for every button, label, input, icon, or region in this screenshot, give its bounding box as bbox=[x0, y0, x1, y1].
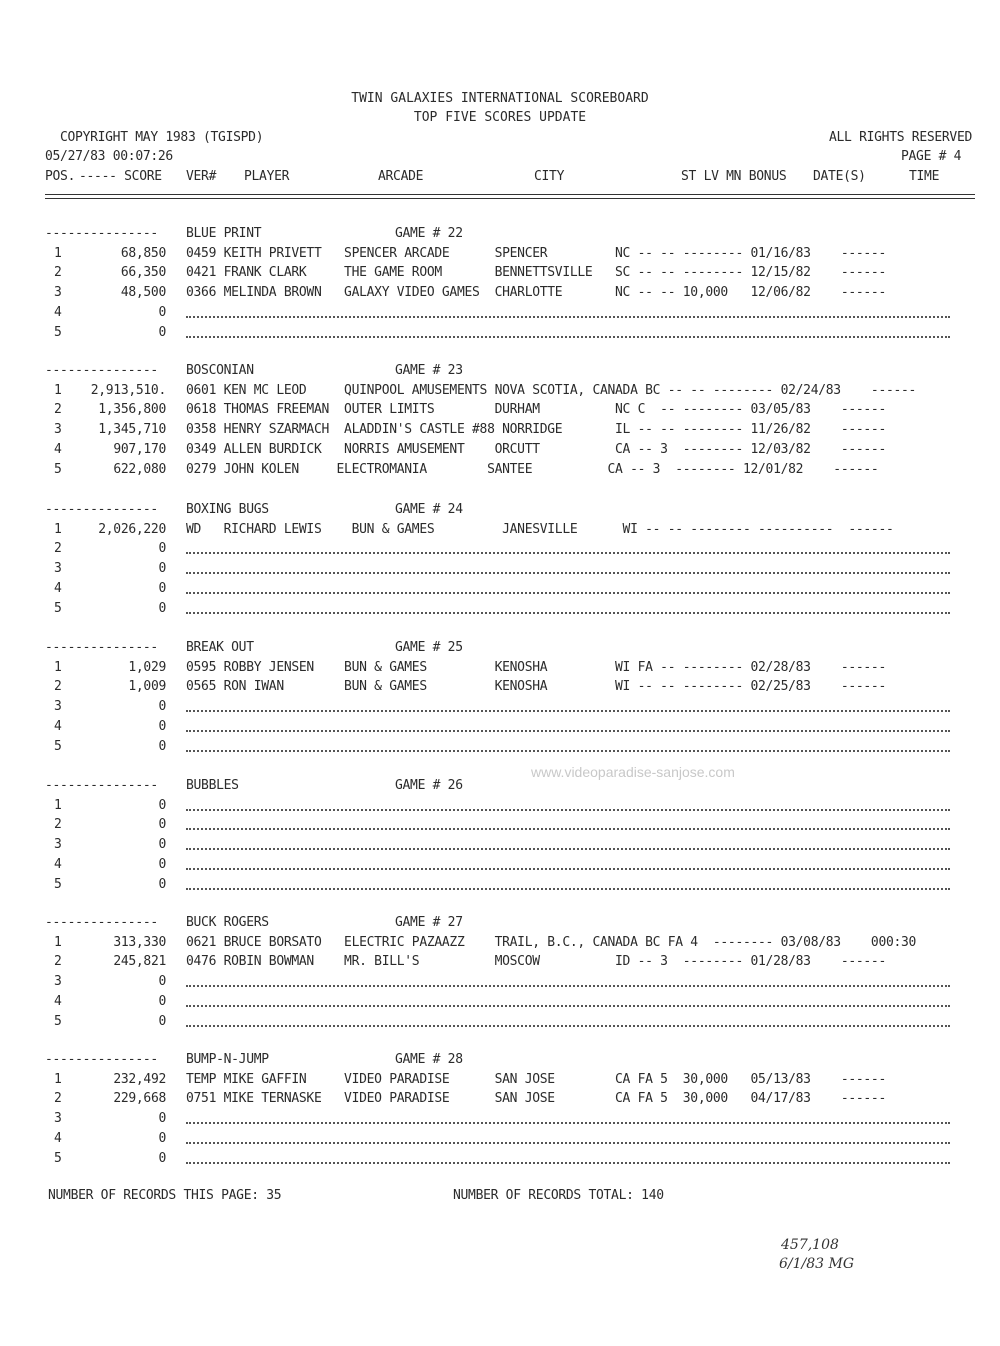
row-position: 3 bbox=[54, 422, 62, 438]
row-score: 66,350 bbox=[120, 265, 166, 281]
row-details: WD RICHARD LEWIS BUN & GAMES JANESVILLE WI -- -- -------- ---------- ------ bbox=[186, 521, 894, 537]
row-details: 0595 ROBBY JENSEN BUN & GAMES KENOSHA WI FA -- -------- 02/28/83 ------ bbox=[186, 659, 886, 675]
row-position: 4 bbox=[54, 856, 62, 872]
row-details: 0366 MELINDA BROWN GALAXY VIDEO GAMES CHARLOTTE NC -- -- 10,000 12/06/82 ------ bbox=[186, 285, 886, 301]
row-position: 5 bbox=[54, 738, 62, 754]
header-divider bbox=[45, 194, 975, 199]
row-position: 4 bbox=[54, 993, 62, 1009]
game-separator: --------------- bbox=[45, 915, 158, 930]
row-position: 5 bbox=[54, 600, 62, 616]
game-name: BOXING BUGS bbox=[186, 502, 269, 517]
row-position: 5 bbox=[54, 876, 62, 892]
row-position: 3 bbox=[54, 699, 62, 715]
empty-row-dots bbox=[186, 708, 950, 712]
row-score: 232,492 bbox=[113, 1071, 166, 1087]
rights-line: ALL RIGHTS RESERVED bbox=[829, 130, 973, 145]
handwritten-note-2: 6/1/83 MG bbox=[779, 1256, 855, 1272]
row-position: 1 bbox=[54, 245, 62, 261]
game-separator: --------------- bbox=[45, 502, 158, 517]
game-separator: --------------- bbox=[45, 363, 158, 378]
row-score: 2,913,510. bbox=[90, 382, 166, 398]
game-number: GAME # 26 bbox=[395, 778, 463, 793]
row-position: 4 bbox=[54, 580, 62, 596]
row-position: 2 bbox=[54, 402, 62, 418]
row-score: 1,029 bbox=[128, 659, 166, 675]
col-dates: DATE(S) bbox=[813, 169, 866, 184]
row-details: 0601 KEN MC LEOD QUINPOOL AMUSEMENTS NOVA SCOTIA, CANADA BC -- -- -------- 02/24/83 ------ bbox=[186, 382, 917, 398]
game-number: GAME # 27 bbox=[395, 915, 463, 930]
row-position: 1 bbox=[54, 797, 62, 813]
row-position: 5 bbox=[54, 324, 62, 340]
empty-row-dots bbox=[186, 748, 950, 752]
empty-row-dots bbox=[186, 1023, 950, 1027]
page-subtitle: TOP FIVE SCORES UPDATE bbox=[413, 110, 587, 125]
row-score: 0 bbox=[158, 876, 166, 892]
row-position: 4 bbox=[54, 304, 62, 320]
col-city: CITY bbox=[534, 169, 565, 184]
row-position: 4 bbox=[54, 1130, 62, 1146]
row-details: 0618 THOMAS FREEMAN OUTER LIMITS DURHAM NC C -- -------- 03/05/83 ------ bbox=[186, 402, 886, 418]
row-score: 0 bbox=[158, 797, 166, 813]
row-details: 0565 RON IWAN BUN & GAMES KENOSHA WI -- -- -------- 02/25/83 ------ bbox=[186, 679, 886, 695]
empty-row-dots bbox=[186, 1003, 950, 1007]
game-name: BUBBLES bbox=[186, 778, 239, 793]
empty-row-dots bbox=[186, 570, 950, 574]
row-score: 0 bbox=[158, 993, 166, 1009]
row-position: 4 bbox=[54, 441, 62, 457]
row-position: 3 bbox=[54, 837, 62, 853]
col-score: ----- SCORE bbox=[79, 169, 162, 184]
row-position: 1 bbox=[54, 934, 62, 950]
row-score: 68,850 bbox=[120, 245, 166, 261]
empty-row-dots bbox=[186, 1160, 950, 1164]
row-score: 622,080 bbox=[113, 461, 166, 477]
row-details: 0421 FRANK CLARK THE GAME ROOM BENNETTSVILLE SC -- -- -------- 12/15/82 ------ bbox=[186, 265, 886, 281]
empty-row-dots bbox=[186, 846, 950, 850]
page-title: TWIN GALAXIES INTERNATIONAL SCOREBOARD bbox=[351, 91, 649, 106]
row-score: 0 bbox=[158, 974, 166, 990]
row-score: 245,821 bbox=[113, 954, 166, 970]
row-details: 0751 MIKE TERNASKE VIDEO PARADISE SAN JOSE CA FA 5 30,000 04/17/83 ------ bbox=[186, 1091, 886, 1107]
watermark: www.videoparadise-sanjose.com bbox=[531, 764, 735, 780]
game-separator: --------------- bbox=[45, 778, 158, 793]
game-separator: --------------- bbox=[45, 226, 158, 241]
report-timestamp: 05/27/83 00:07:26 bbox=[45, 149, 173, 164]
col-arcade: ARCADE bbox=[378, 169, 424, 184]
row-score: 0 bbox=[158, 600, 166, 616]
row-score: 0 bbox=[158, 817, 166, 833]
col-ver: VER# bbox=[186, 169, 217, 184]
empty-row-dots bbox=[186, 983, 950, 987]
empty-row-dots bbox=[186, 590, 950, 594]
row-score: 48,500 bbox=[120, 285, 166, 301]
empty-row-dots bbox=[186, 807, 950, 811]
row-score: 0 bbox=[158, 1111, 166, 1127]
empty-row-dots bbox=[186, 826, 950, 830]
empty-row-dots bbox=[186, 1120, 950, 1124]
row-position: 1 bbox=[54, 1071, 62, 1087]
row-position: 2 bbox=[54, 679, 62, 695]
row-position: 3 bbox=[54, 285, 62, 301]
records-this-page: NUMBER OF RECORDS THIS PAGE: 35 bbox=[48, 1188, 282, 1203]
empty-row-dots bbox=[186, 866, 950, 870]
records-total: NUMBER OF RECORDS TOTAL: 140 bbox=[453, 1188, 664, 1203]
row-position: 1 bbox=[54, 382, 62, 398]
game-name: BOSCONIAN bbox=[186, 363, 254, 378]
row-position: 1 bbox=[54, 659, 62, 675]
row-score: 0 bbox=[158, 541, 166, 557]
game-number: GAME # 22 bbox=[395, 226, 463, 241]
row-details: TEMP MIKE GAFFIN VIDEO PARADISE SAN JOSE CA FA 5 30,000 05/13/83 ------ bbox=[186, 1071, 886, 1087]
row-score: 1,356,800 bbox=[98, 402, 166, 418]
row-position: 2 bbox=[54, 817, 62, 833]
game-name: BLUE PRINT bbox=[186, 226, 262, 241]
row-score: 0 bbox=[158, 304, 166, 320]
row-score: 0 bbox=[158, 718, 166, 734]
row-score: 2,026,220 bbox=[98, 521, 166, 537]
row-position: 5 bbox=[54, 461, 62, 477]
row-details: 0476 ROBIN BOWMAN MR. BILL'S MOSCOW ID -- 3 -------- 01/28/83 ------ bbox=[186, 954, 886, 970]
row-position: 2 bbox=[54, 541, 62, 557]
row-score: 0 bbox=[158, 699, 166, 715]
game-number: GAME # 25 bbox=[395, 640, 463, 655]
row-score: 0 bbox=[158, 324, 166, 340]
empty-row-dots bbox=[186, 610, 950, 614]
game-name: BUMP-N-JUMP bbox=[186, 1052, 269, 1067]
row-details: 0459 KEITH PRIVETT SPENCER ARCADE SPENCER NC -- -- -------- 01/16/83 ------ bbox=[186, 245, 886, 261]
empty-row-dots bbox=[186, 550, 950, 554]
game-separator: --------------- bbox=[45, 1052, 158, 1067]
copyright-line: COPYRIGHT MAY 1983 (TGISPD) bbox=[60, 130, 264, 145]
row-score: 313,330 bbox=[113, 934, 166, 950]
row-position: 5 bbox=[54, 1013, 62, 1029]
row-position: 3 bbox=[54, 561, 62, 577]
row-details: 0358 HENRY SZARMACH ALADDIN'S CASTLE #88 NORRIDGE IL -- -- -------- 11/26/82 ------ bbox=[186, 422, 886, 438]
row-score: 229,668 bbox=[113, 1091, 166, 1107]
row-position: 2 bbox=[54, 265, 62, 281]
handwritten-note-1: 457,108 bbox=[781, 1237, 839, 1253]
game-number: GAME # 23 bbox=[395, 363, 463, 378]
row-score: 0 bbox=[158, 738, 166, 754]
empty-row-dots bbox=[186, 314, 950, 318]
row-score: 0 bbox=[158, 856, 166, 872]
row-position: 4 bbox=[54, 718, 62, 734]
row-position: 3 bbox=[54, 974, 62, 990]
row-score: 1,345,710 bbox=[98, 422, 166, 438]
game-name: BREAK OUT bbox=[186, 640, 254, 655]
row-score: 907,170 bbox=[113, 441, 166, 457]
empty-row-dots bbox=[186, 334, 950, 338]
game-number: GAME # 28 bbox=[395, 1052, 463, 1067]
row-position: 2 bbox=[54, 954, 62, 970]
row-details: 0621 BRUCE BORSATO ELECTRIC PAZAAZZ TRAIL, B.C., CANADA BC FA 4 -------- 03/08/83 000:30 bbox=[186, 934, 917, 950]
row-score: 0 bbox=[158, 580, 166, 596]
row-position: 5 bbox=[54, 1150, 62, 1166]
col-time: TIME bbox=[909, 169, 940, 184]
row-score: 0 bbox=[158, 561, 166, 577]
game-number: GAME # 24 bbox=[395, 502, 463, 517]
page-number: PAGE # 4 bbox=[901, 149, 962, 164]
row-details: 0349 ALLEN BURDICK NORRIS AMUSEMENT ORCUTT CA -- 3 -------- 12/03/82 ------ bbox=[186, 441, 886, 457]
row-score: 1,009 bbox=[128, 679, 166, 695]
game-name: BUCK ROGERS bbox=[186, 915, 269, 930]
col-pos: POS. bbox=[45, 169, 76, 184]
row-score: 0 bbox=[158, 1150, 166, 1166]
game-separator: --------------- bbox=[45, 640, 158, 655]
row-score: 0 bbox=[158, 837, 166, 853]
empty-row-dots bbox=[186, 886, 950, 890]
row-details: 0279 JOHN KOLEN ELECTROMANIA SANTEE CA -- 3 -------- 12/01/82 ------ bbox=[186, 461, 879, 477]
col-player: PLAYER bbox=[244, 169, 290, 184]
row-score: 0 bbox=[158, 1013, 166, 1029]
row-score: 0 bbox=[158, 1130, 166, 1146]
col-st-lv-mn-bonus: ST LV MN BONUS bbox=[681, 169, 787, 184]
row-position: 2 bbox=[54, 1091, 62, 1107]
empty-row-dots bbox=[186, 1140, 950, 1144]
empty-row-dots bbox=[186, 728, 950, 732]
row-position: 3 bbox=[54, 1111, 62, 1127]
row-position: 1 bbox=[54, 521, 62, 537]
